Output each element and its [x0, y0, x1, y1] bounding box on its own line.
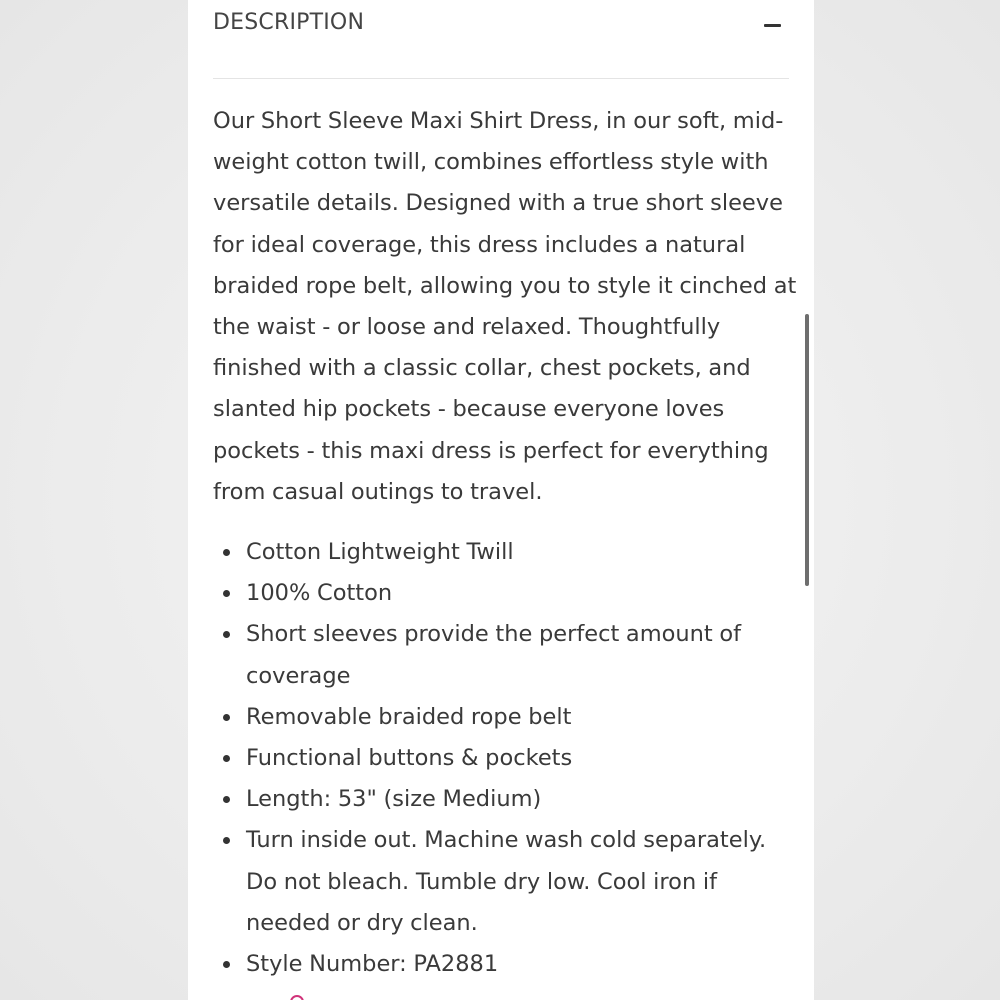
list-item	[213, 944, 798, 985]
bullet-icon	[223, 714, 230, 721]
feature-text: Removable braided rope belt	[246, 703, 572, 730]
partial-circle-icon	[290, 995, 304, 1000]
description-content	[213, 101, 798, 985]
minus-icon[interactable]	[764, 24, 781, 27]
feature-text: Short sleeves provide the perfect amount of coverage	[246, 621, 742, 689]
list-item	[213, 738, 798, 779]
bullet-icon	[223, 796, 230, 803]
scrollbar-thumb[interactable]	[805, 314, 809, 586]
feature-text: 100% Cotton	[246, 580, 393, 607]
feature-list	[213, 532, 798, 985]
list-item	[213, 820, 798, 944]
product-description-panel	[188, 0, 814, 1000]
list-item	[213, 697, 798, 738]
list-item	[213, 573, 798, 614]
list-item	[213, 532, 798, 573]
feature-text: Style Number: PA2881	[246, 951, 499, 978]
accordion-title: DESCRIPTION	[213, 10, 365, 35]
feature-text: Cotton Lightweight Twill	[246, 539, 514, 566]
list-item	[213, 614, 798, 696]
description-accordion-header[interactable]	[213, 0, 789, 79]
bullet-icon	[223, 631, 230, 638]
bullet-icon	[223, 961, 230, 968]
bullet-icon	[223, 755, 230, 762]
feature-text: Length: 53" (size Medium)	[246, 786, 542, 813]
feature-text: Turn inside out. Machine wash cold separately. Do not bleach. Tumble dry low. Cool iron if needed or dry clean.	[246, 827, 767, 936]
bullet-icon	[223, 837, 230, 844]
bullet-icon	[223, 549, 230, 556]
feature-text: Functional buttons & pockets	[246, 745, 573, 772]
list-item	[213, 779, 798, 820]
description-paragraph: Our Short Sleeve Maxi Shirt Dress, in our soft, mid-weight cotton twill, combines effortless style with versatile details. Designed with a true short sleeve for ideal coverage, this dress includes a natural braided rope belt, allowing you to style it cinched at the waist - or loose and relaxed. Thoughtfully finished with a classic collar, chest pockets, and slanted hip pockets - because everyone loves pockets - this maxi dress is perfect for everything from casual outings to travel.	[213, 108, 797, 505]
bullet-icon	[223, 590, 230, 597]
